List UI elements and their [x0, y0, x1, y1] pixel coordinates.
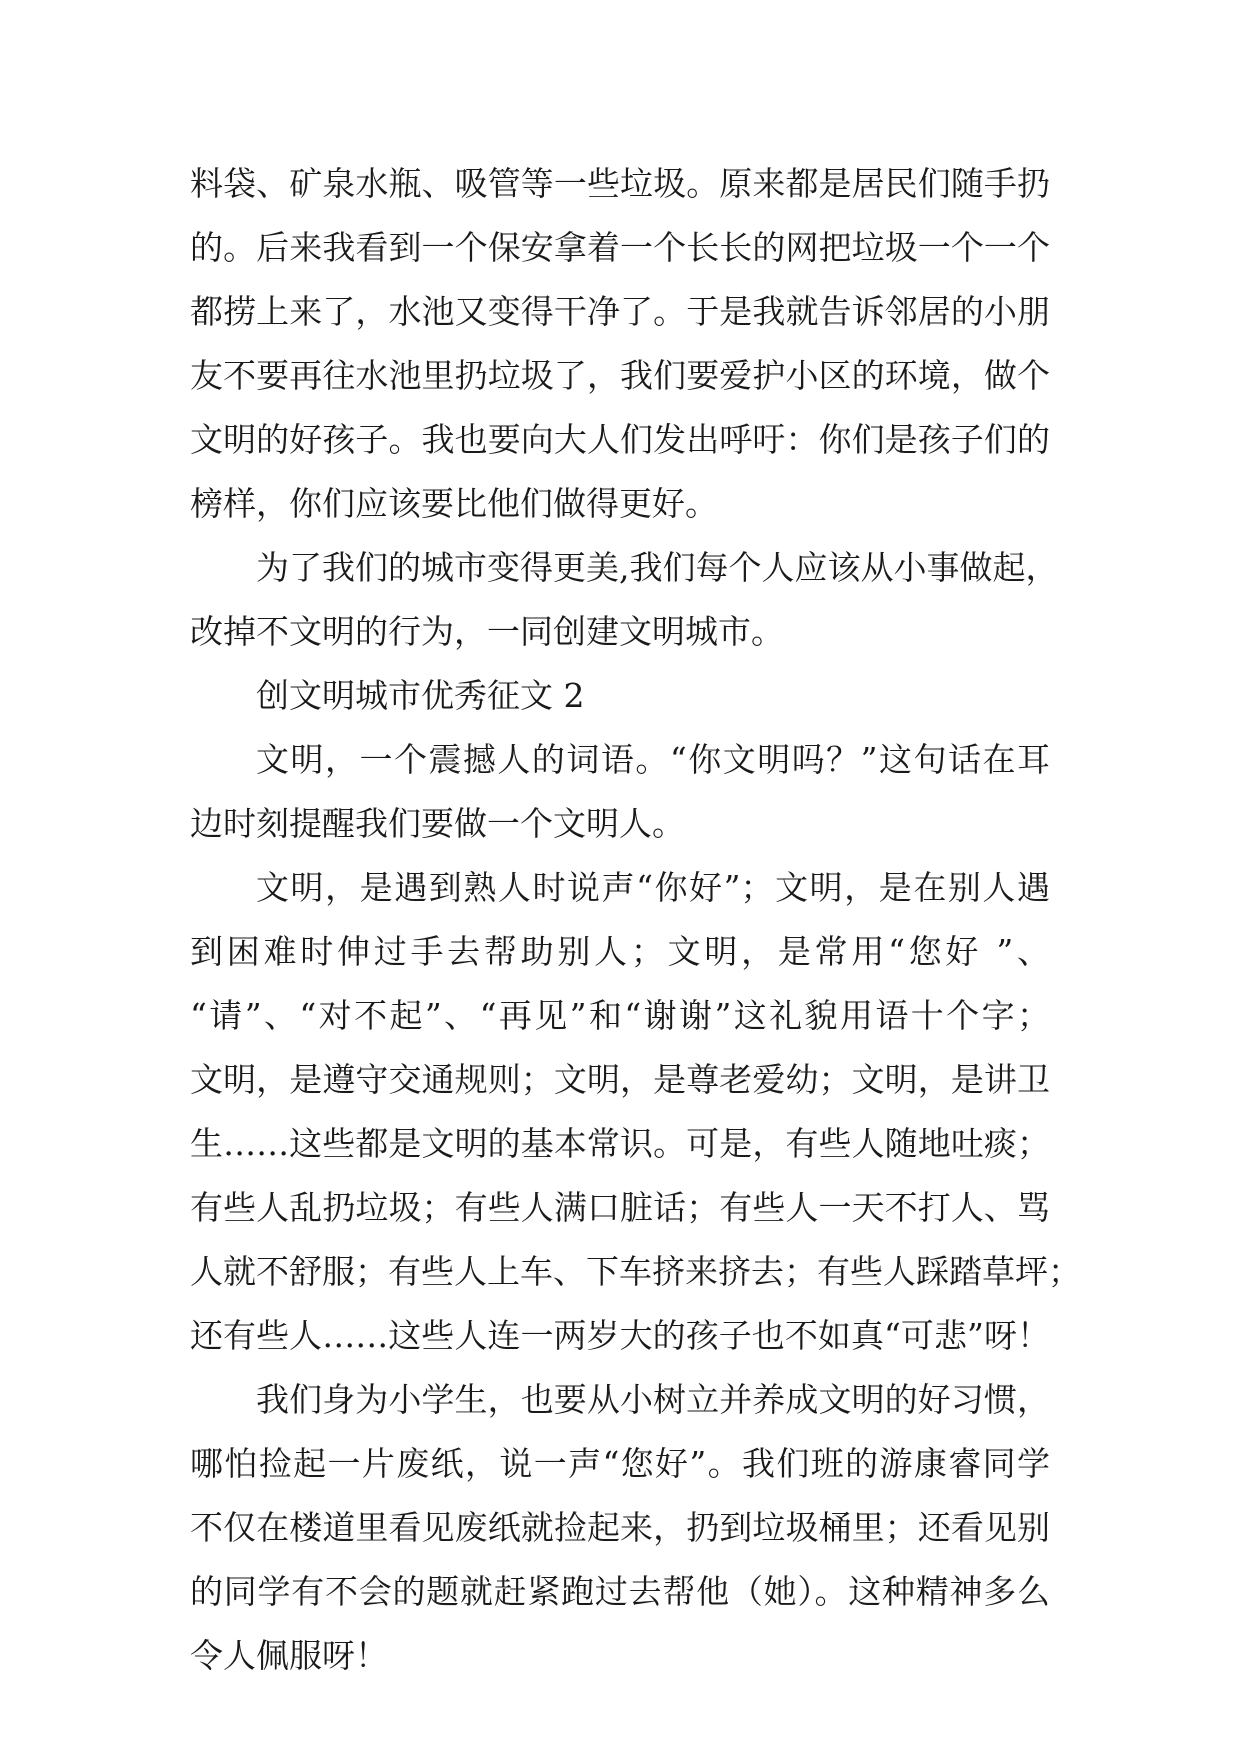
- text-line: 料袋、矿泉水瓶、吸管等一些垃圾。原来都是居民们随手扔: [190, 164, 1050, 203]
- paragraph: [190, 152, 1050, 536]
- text-line: 都捞上来了，水池又变得干净了。于是我就告诉邻居的小朋: [190, 292, 1050, 331]
- text-line: “请”、“对不起”、“再见”和“谢谢”这礼貌用语十个字；: [190, 996, 1050, 1035]
- text-line: 文明，一个震撼人的词语。“你文明吗？”这句话在耳: [256, 740, 1050, 779]
- paragraph: [190, 1368, 1050, 1688]
- text-line: 人就不舒服；有些人上车、下车挤来挤去；有些人踩踏草坪；: [190, 1252, 1081, 1291]
- text-line: 友不要再往水池里扔垃圾了，我们要爱护小区的环境，做个: [190, 356, 1050, 395]
- text-line: 生……这些都是文明的基本常识。可是，有些人随地吐痰；: [190, 1124, 1050, 1163]
- text-line: 榜样，你们应该要比他们做得更好。: [190, 484, 718, 523]
- text-line: 我们身为小学生，也要从小树立并养成文明的好习惯，: [256, 1380, 1050, 1419]
- heading-text: 创文明城市优秀征文 2: [256, 676, 585, 715]
- text-line: 哪怕捡起一片废纸，说一声“您好”。我们班的游康睿同学: [190, 1444, 1050, 1483]
- paragraph: [190, 728, 1050, 856]
- text-line: 边时刻提醒我们要做一个文明人。: [190, 804, 685, 843]
- text-line: 文明的好孩子。我也要向大人们发出呼吁：你们是孩子们的: [190, 420, 1050, 459]
- section-heading: [190, 664, 1050, 728]
- text-line: 改掉不文明的行为，一同创建文明城市。: [190, 612, 784, 651]
- text-line: 文明，是遵守交通规则；文明，是尊老爱幼；文明，是讲卫: [190, 1060, 1050, 1099]
- document-body: [190, 152, 1081, 1688]
- text-line: 有些人乱扔垃圾；有些人满口脏话；有些人一天不打人、骂: [190, 1188, 1050, 1227]
- text-line: 令人佩服呀！: [190, 1636, 388, 1675]
- text-line: 的同学有不会的题就赶紧跑过去帮他（她）。这种精神多么: [190, 1572, 1050, 1611]
- text-line: 为了我们的城市变得更美,我们每个人应该从小事做起，: [256, 548, 1059, 587]
- text-line: 文明，是遇到熟人时说声“你好”；文明，是在别人遇: [256, 868, 1050, 907]
- paragraph: [190, 536, 1059, 664]
- text-line: 不仅在楼道里看见废纸就捡起来，扔到垃圾桶里；还看见别: [190, 1508, 1050, 1547]
- text-line: 还有些人……这些人连一两岁大的孩子也不如真“可悲”呀！: [190, 1316, 1050, 1355]
- text-line: 的。后来我看到一个保安拿着一个长长的网把垃圾一个一个: [190, 228, 1050, 267]
- text-line: 到困难时伸过手去帮助别人；文明，是常用“您好 ”、: [190, 932, 1050, 971]
- paragraph: [190, 856, 1081, 1368]
